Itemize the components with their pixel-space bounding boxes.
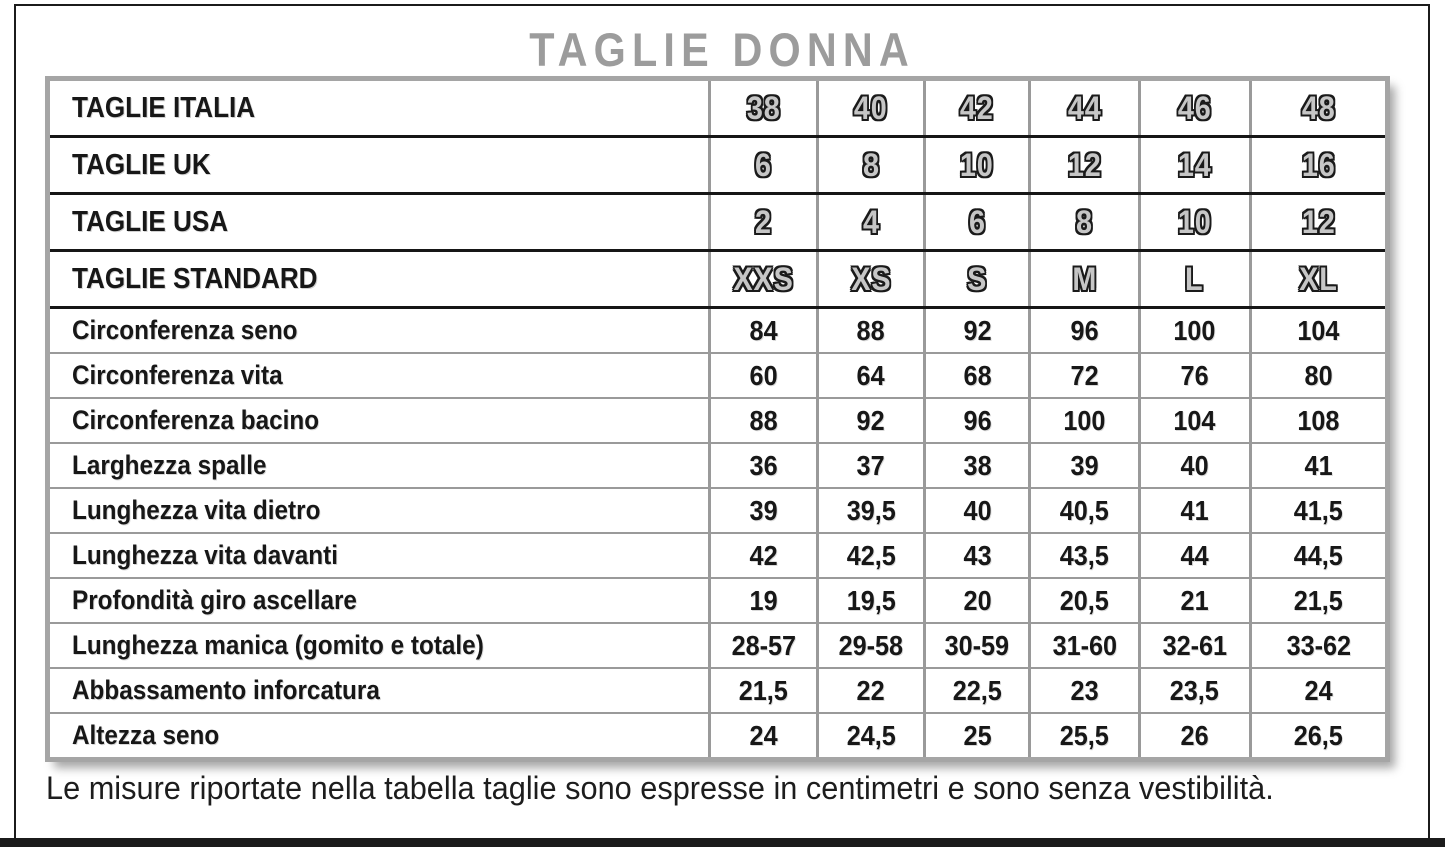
value-cell xyxy=(710,81,818,137)
value-cell xyxy=(924,578,1029,623)
value-cell xyxy=(818,623,925,668)
value-cell xyxy=(924,353,1029,398)
value-cell xyxy=(924,81,1029,137)
value-cell xyxy=(710,353,818,398)
value-cell xyxy=(1030,398,1139,443)
row-label-cell xyxy=(50,623,710,668)
value-cell xyxy=(1030,443,1139,488)
value-cell xyxy=(1030,308,1139,354)
row-label: Larghezza spalle xyxy=(72,450,267,480)
cell-value: 24 xyxy=(749,719,778,751)
size-row xyxy=(50,81,1385,137)
value-cell xyxy=(1030,713,1139,757)
cell-value: 88 xyxy=(856,314,886,346)
footer-note xyxy=(46,770,1398,807)
value-cell xyxy=(710,443,818,488)
row-label-cell xyxy=(50,81,710,137)
value-cell xyxy=(1139,533,1250,578)
cell-value: XS xyxy=(850,260,892,297)
value-cell xyxy=(1250,308,1385,354)
cell-value: 21 xyxy=(1180,584,1209,616)
cell-value: 100 xyxy=(1173,314,1216,346)
value-cell xyxy=(710,137,818,194)
value-cell xyxy=(924,533,1029,578)
value-cell xyxy=(1250,578,1385,623)
value-cell xyxy=(1139,578,1250,623)
value-cell xyxy=(924,251,1029,308)
row-label: Altezza seno xyxy=(72,720,220,750)
cell-value: 38 xyxy=(746,89,781,126)
value-cell xyxy=(924,443,1029,488)
value-cell xyxy=(710,308,818,354)
row-label: Profondità giro ascellare xyxy=(72,585,357,615)
cell-value: 21,5 xyxy=(739,674,789,706)
row-label: Circonferenza seno xyxy=(72,315,298,345)
value-cell xyxy=(818,398,925,443)
value-cell xyxy=(710,398,818,443)
value-cell xyxy=(710,578,818,623)
value-cell xyxy=(1139,194,1250,251)
value-cell xyxy=(1250,137,1385,194)
measure-row xyxy=(50,353,1385,398)
value-cell xyxy=(1030,488,1139,533)
cell-value: 104 xyxy=(1297,314,1340,346)
value-cell xyxy=(924,488,1029,533)
value-cell xyxy=(818,713,925,757)
value-cell xyxy=(1250,713,1385,757)
cell-value: 4 xyxy=(862,203,880,240)
value-cell xyxy=(1139,137,1250,194)
row-label: TAGLIE USA xyxy=(72,205,229,238)
row-label: TAGLIE ITALIA xyxy=(72,91,256,124)
cell-value: 42 xyxy=(749,539,778,571)
row-label-cell xyxy=(50,308,710,354)
cell-value: 38 xyxy=(963,449,992,481)
value-cell xyxy=(1250,488,1385,533)
cell-value: 10 xyxy=(960,146,995,183)
row-label-cell xyxy=(50,713,710,757)
cell-value: 46 xyxy=(1177,89,1212,126)
value-cell xyxy=(924,194,1029,251)
row-label-cell xyxy=(50,353,710,398)
cell-value: 19,5 xyxy=(846,584,896,616)
size-row xyxy=(50,137,1385,194)
cell-value: 41 xyxy=(1304,449,1333,481)
size-row xyxy=(50,194,1385,251)
cell-value: 43 xyxy=(963,539,992,571)
cell-value: 25 xyxy=(963,719,992,751)
cell-value: 32-61 xyxy=(1162,629,1227,661)
cell-value: 22 xyxy=(856,674,886,706)
page-title xyxy=(0,22,1445,77)
row-label-cell xyxy=(50,194,710,251)
value-cell xyxy=(818,308,925,354)
row-label: Lunghezza manica (gomito e totale) xyxy=(72,630,484,660)
value-cell xyxy=(818,353,925,398)
cell-value: 39 xyxy=(749,494,778,526)
cell-value: 8 xyxy=(862,146,880,183)
value-cell xyxy=(710,194,818,251)
measure-row xyxy=(50,578,1385,623)
cell-value: 12 xyxy=(1301,203,1336,240)
cell-value: 36 xyxy=(749,449,778,481)
value-cell xyxy=(1030,194,1139,251)
measure-row xyxy=(50,443,1385,488)
value-cell xyxy=(1030,353,1139,398)
row-label: TAGLIE UK xyxy=(72,148,211,181)
value-cell xyxy=(1250,533,1385,578)
value-cell xyxy=(1139,81,1250,137)
value-cell xyxy=(1139,713,1250,757)
cell-value: 30-59 xyxy=(944,629,1010,661)
value-cell xyxy=(818,194,925,251)
value-cell xyxy=(710,713,818,757)
cell-value: 23 xyxy=(1070,674,1099,706)
cell-value: 96 xyxy=(1070,314,1099,346)
value-cell xyxy=(710,488,818,533)
value-cell xyxy=(1139,443,1250,488)
value-cell xyxy=(818,578,925,623)
cell-value: 31-60 xyxy=(1052,629,1117,661)
cell-value: 84 xyxy=(749,314,778,346)
row-label-cell xyxy=(50,398,710,443)
cell-value: L xyxy=(1185,260,1204,297)
value-cell xyxy=(1139,623,1250,668)
row-label: TAGLIE STANDARD xyxy=(72,262,318,295)
cell-value: 16 xyxy=(1301,146,1336,183)
size-table-body xyxy=(50,81,1385,757)
cell-value: 44 xyxy=(1067,89,1102,126)
cell-value: 40 xyxy=(963,494,992,526)
cell-value: 19 xyxy=(749,584,778,616)
value-cell xyxy=(1139,308,1250,354)
cell-value: 21,5 xyxy=(1293,584,1343,616)
value-cell xyxy=(818,488,925,533)
value-cell xyxy=(818,533,925,578)
value-cell xyxy=(1030,251,1139,308)
cell-value: 28-57 xyxy=(731,629,796,661)
cell-value: 100 xyxy=(1063,404,1106,436)
cell-value: 96 xyxy=(963,404,992,436)
value-cell xyxy=(1030,668,1139,713)
value-cell xyxy=(710,251,818,308)
measure-row xyxy=(50,713,1385,757)
row-label-cell xyxy=(50,578,710,623)
cell-value: 80 xyxy=(1304,359,1333,391)
measure-row xyxy=(50,668,1385,713)
value-cell xyxy=(818,443,925,488)
value-cell xyxy=(1250,623,1385,668)
value-cell xyxy=(924,713,1029,757)
value-cell xyxy=(1250,398,1385,443)
value-cell xyxy=(1250,81,1385,137)
cell-value: 76 xyxy=(1180,359,1209,391)
cell-value: 68 xyxy=(963,359,992,391)
cell-value: 39,5 xyxy=(846,494,896,526)
size-table xyxy=(45,76,1390,762)
value-cell xyxy=(818,81,925,137)
value-cell xyxy=(1139,488,1250,533)
cell-value: 40 xyxy=(854,89,888,126)
row-label: Circonferenza bacino xyxy=(72,405,320,435)
cell-value: 40 xyxy=(1180,449,1209,481)
row-label-cell xyxy=(50,137,710,194)
cell-value: 12 xyxy=(1067,146,1102,183)
row-label: Circonferenza vita xyxy=(72,360,283,390)
cell-value: XXS xyxy=(733,260,794,297)
value-cell xyxy=(924,668,1029,713)
cell-value: XL xyxy=(1299,260,1338,297)
row-label-cell xyxy=(50,668,710,713)
cell-value: 24,5 xyxy=(846,719,896,751)
value-cell xyxy=(1139,398,1250,443)
value-cell xyxy=(1250,353,1385,398)
cell-value: 2 xyxy=(755,203,773,240)
row-label-cell xyxy=(50,251,710,308)
value-cell xyxy=(1030,81,1139,137)
value-cell xyxy=(710,623,818,668)
cell-value: 72 xyxy=(1070,359,1099,391)
value-cell xyxy=(924,398,1029,443)
cell-value: 6 xyxy=(968,203,986,240)
value-cell xyxy=(1139,668,1250,713)
value-cell xyxy=(818,251,925,308)
value-cell xyxy=(1250,194,1385,251)
value-cell xyxy=(1030,137,1139,194)
value-cell xyxy=(818,668,925,713)
cell-value: 26 xyxy=(1180,719,1209,751)
cell-value: 20 xyxy=(963,584,992,616)
value-cell xyxy=(1250,668,1385,713)
measure-row xyxy=(50,488,1385,533)
cell-value: 42,5 xyxy=(846,539,896,571)
row-label-cell xyxy=(50,443,710,488)
value-cell xyxy=(1250,251,1385,308)
row-label-cell xyxy=(50,488,710,533)
cell-value: 108 xyxy=(1297,404,1340,436)
cell-value: 22,5 xyxy=(952,674,1002,706)
cell-value: 42 xyxy=(960,89,995,126)
value-cell xyxy=(924,308,1029,354)
row-label: Lunghezza vita davanti xyxy=(72,540,339,570)
measure-row xyxy=(50,398,1385,443)
cell-value: 41,5 xyxy=(1293,494,1343,526)
page-title-text: TAGLIE DONNA xyxy=(529,23,916,76)
cell-value: 20,5 xyxy=(1060,584,1110,616)
cell-value: 8 xyxy=(1076,203,1094,240)
footer-note-text: Le misure riportate nella tabella taglie sono espresse in centimetri e sono senza vestibilità. xyxy=(46,770,1274,806)
cell-value: 40,5 xyxy=(1060,494,1110,526)
measure-row xyxy=(50,308,1385,354)
value-cell xyxy=(1030,578,1139,623)
value-cell xyxy=(1030,533,1139,578)
cell-value: 43,5 xyxy=(1060,539,1110,571)
cell-value: 29-58 xyxy=(838,629,904,661)
cell-value: 25,5 xyxy=(1060,719,1110,751)
cell-value: 44 xyxy=(1180,539,1209,571)
cell-value: 26,5 xyxy=(1293,719,1343,751)
value-cell xyxy=(924,137,1029,194)
row-label: Abbassamento inforcatura xyxy=(72,675,380,705)
value-cell xyxy=(924,623,1029,668)
cell-value: 10 xyxy=(1177,203,1212,240)
measure-row xyxy=(50,533,1385,578)
cell-value: 104 xyxy=(1173,404,1216,436)
size-table-grid xyxy=(50,81,1385,757)
cell-value: 24 xyxy=(1304,674,1333,706)
value-cell xyxy=(818,137,925,194)
row-label-cell xyxy=(50,533,710,578)
cell-value: M xyxy=(1072,260,1098,297)
cell-value: 44,5 xyxy=(1293,539,1343,571)
cell-value: 88 xyxy=(749,404,778,436)
cell-value: S xyxy=(967,260,988,297)
cell-value: 37 xyxy=(856,449,886,481)
cell-value: 92 xyxy=(856,404,886,436)
value-cell xyxy=(1250,443,1385,488)
cell-value: 64 xyxy=(856,359,886,391)
cell-value: 14 xyxy=(1177,146,1212,183)
cell-value: 48 xyxy=(1301,89,1336,126)
value-cell xyxy=(1139,353,1250,398)
row-label: Lunghezza vita dietro xyxy=(72,495,321,525)
value-cell xyxy=(1030,623,1139,668)
bottom-bar xyxy=(0,838,1445,847)
size-row xyxy=(50,251,1385,308)
measure-row xyxy=(50,623,1385,668)
cell-value: 33-62 xyxy=(1286,629,1351,661)
cell-value: 60 xyxy=(749,359,778,391)
cell-value: 6 xyxy=(755,146,773,183)
cell-value: 41 xyxy=(1180,494,1209,526)
value-cell xyxy=(710,668,818,713)
cell-value: 92 xyxy=(963,314,992,346)
cell-value: 39 xyxy=(1070,449,1099,481)
value-cell xyxy=(1139,251,1250,308)
value-cell xyxy=(710,533,818,578)
cell-value: 23,5 xyxy=(1170,674,1220,706)
